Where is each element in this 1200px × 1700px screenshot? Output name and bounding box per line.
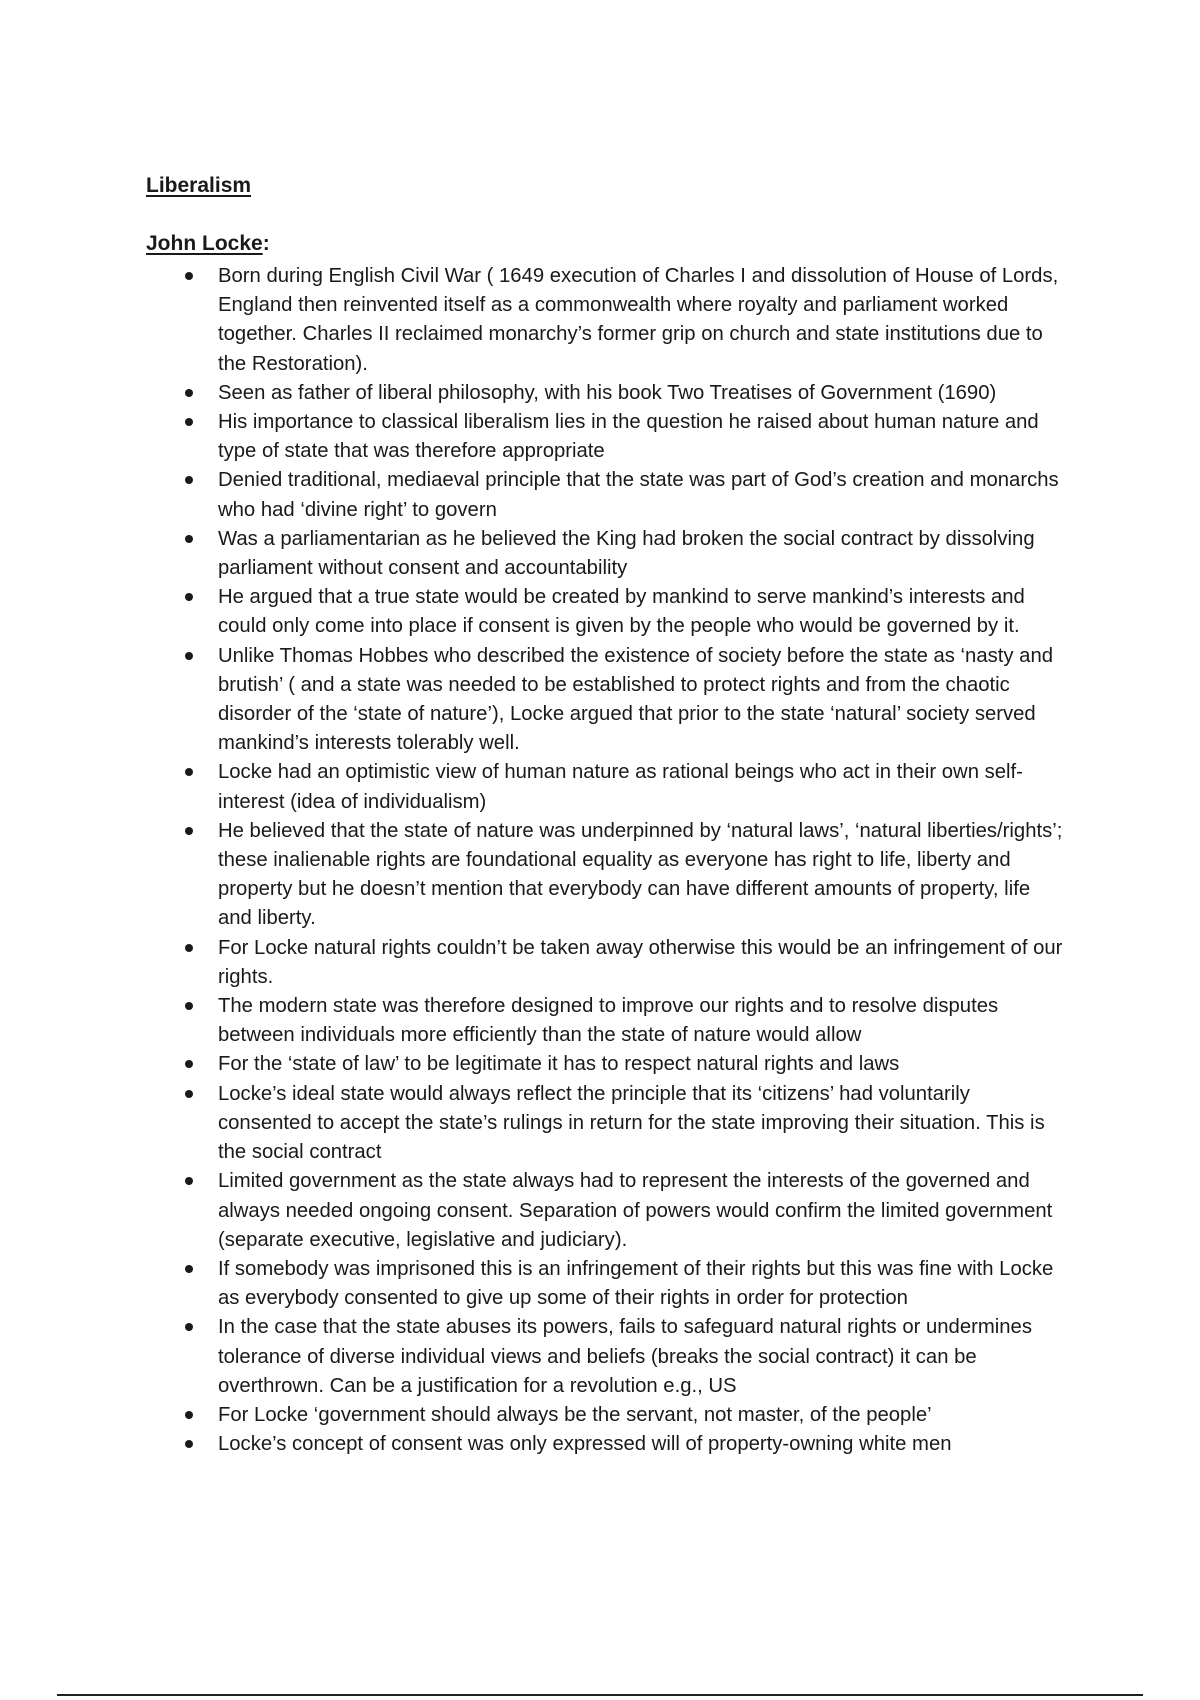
list-item (146, 1430, 1066, 1459)
list-item-text: Was a parliamentarian as he believed the King had broken the social contract by dissolving parliament without consent and accountability (218, 527, 1035, 580)
bullet-icon (185, 1411, 193, 1419)
list-item-text: For Locke ‘government should always be the servant, not master, of the people’ (218, 1403, 932, 1426)
list-item (146, 758, 1066, 816)
bullet-icon (185, 593, 193, 601)
list-item (146, 583, 1066, 641)
list-item-text: Born during English Civil War ( 1649 execution of Charles I and dissolution of House of Lords, England then reinvented itself as a commonwealth where royalty and parliament worked together. Charles II reclaimed monarchy’s former grip on church and state institutions due to the Restoration). (218, 265, 1059, 375)
list-item-text: Locke’s concept of consent was only expressed will of property-owning white men (218, 1433, 952, 1456)
bullet-icon (185, 1177, 193, 1185)
list-item (146, 466, 1066, 524)
bullet-icon (185, 827, 193, 835)
section-heading-name: John Locke (146, 232, 263, 255)
list-item-text: Locke had an optimistic view of human nature as rational beings who act in their own self-interest (idea of individualism) (218, 761, 1023, 813)
bullet-icon (185, 389, 193, 397)
list-item-text: Denied traditional, mediaeval principle that the state was part of God’s creation and monarchs who had ‘divine right’ to govern (218, 469, 1059, 521)
list-item (146, 934, 1066, 992)
section-heading-colon: : (262, 232, 270, 255)
bullet-icon (185, 1002, 193, 1010)
list-item-text: The modern state was therefore designed to improve our rights and to resolve disputes between individuals more efficiently than the state of nature would allow (218, 995, 999, 1047)
document-title: Liberalism (146, 174, 252, 197)
list-item-text: His importance to classical liberalism lies in the question he raised about human nature and type of state that was therefore appropriate (218, 411, 1039, 463)
bullet-icon (185, 652, 193, 660)
list-item-text: Limited government as the state always had to represent the interests of the governed and always needed ongoing consent. Separation of powers would confirm the limited government (separate executive, legislative and judiciary). (218, 1170, 1053, 1251)
bullet-icon (185, 1440, 193, 1448)
bullet-icon (185, 476, 193, 484)
list-item-text: In the case that the state abuses its powers, fails to safeguard natural rights or undermines tolerance of diverse individual views and beliefs (breaks the social contract) it can be overthrown. Can be a justification for a revolution e.g., US (218, 1316, 1032, 1397)
bullet-icon (185, 1090, 193, 1098)
bullet-icon (185, 768, 193, 776)
bullet-list (146, 262, 1066, 1459)
bullet-icon (185, 1060, 193, 1068)
list-item (146, 262, 1066, 379)
list-item (146, 1080, 1066, 1168)
list-item (146, 817, 1066, 934)
bullet-icon (185, 1323, 193, 1331)
list-item (146, 1167, 1066, 1255)
list-item (146, 992, 1066, 1050)
bullet-icon (185, 418, 193, 426)
section-heading (146, 231, 270, 257)
list-item-text: Locke’s ideal state would always reflect the principle that its ‘citizens’ had voluntarily consented to accept the state’s rulings in return for the state improving their situation. This is the social contract (218, 1082, 1045, 1164)
bullet-icon (185, 535, 193, 543)
list-item-text: For Locke natural rights couldn’t be taken away otherwise this would be an infringement of our rights. (218, 936, 1063, 988)
list-item-text: Unlike Thomas Hobbes who described the existence of society before the state as ‘nasty and brutish’ ( and a state was needed to be established to protect rights and from the chaotic disorder of the ‘state of nature’), Locke argued that prior to the state ‘natural’ society served mankind’s interests tolerably well. (218, 644, 1054, 755)
list-item-text: He argued that a true state would be created by mankind to serve mankind’s interests and could only come into place if consent is given by the people who would be governed by it. (218, 586, 1025, 638)
list-item (146, 525, 1066, 583)
list-item (146, 408, 1066, 466)
bullet-icon (185, 1265, 193, 1273)
list-item (146, 1050, 1066, 1079)
bullet-icon (185, 944, 193, 952)
list-item-text: Seen as father of liberal philosophy, with his book Two Treatises of Government (1690) (218, 381, 997, 404)
list-item-text: If somebody was imprisoned this is an infringement of their rights but this was fine with Locke as everybody consented to give up some of their rights in order for protection (218, 1257, 1054, 1310)
footer-divider (57, 1694, 1143, 1696)
list-item (146, 642, 1066, 759)
list-item (146, 379, 1066, 408)
list-item-text: For the ‘state of law’ to be legitimate it has to respect natural rights and laws (218, 1053, 900, 1076)
bullet-icon (185, 272, 193, 280)
list-item (146, 1313, 1066, 1401)
list-item (146, 1255, 1066, 1313)
list-item (146, 1401, 1066, 1430)
list-item-text: He believed that the state of nature was underpinned by ‘natural laws’, ‘natural liberties/rights’; these inalienable rights are foundational equality as everyone has right to life, liberty and property but he doesn’t mention that everybody can have different amounts of property, life and liberty. (218, 819, 1063, 930)
